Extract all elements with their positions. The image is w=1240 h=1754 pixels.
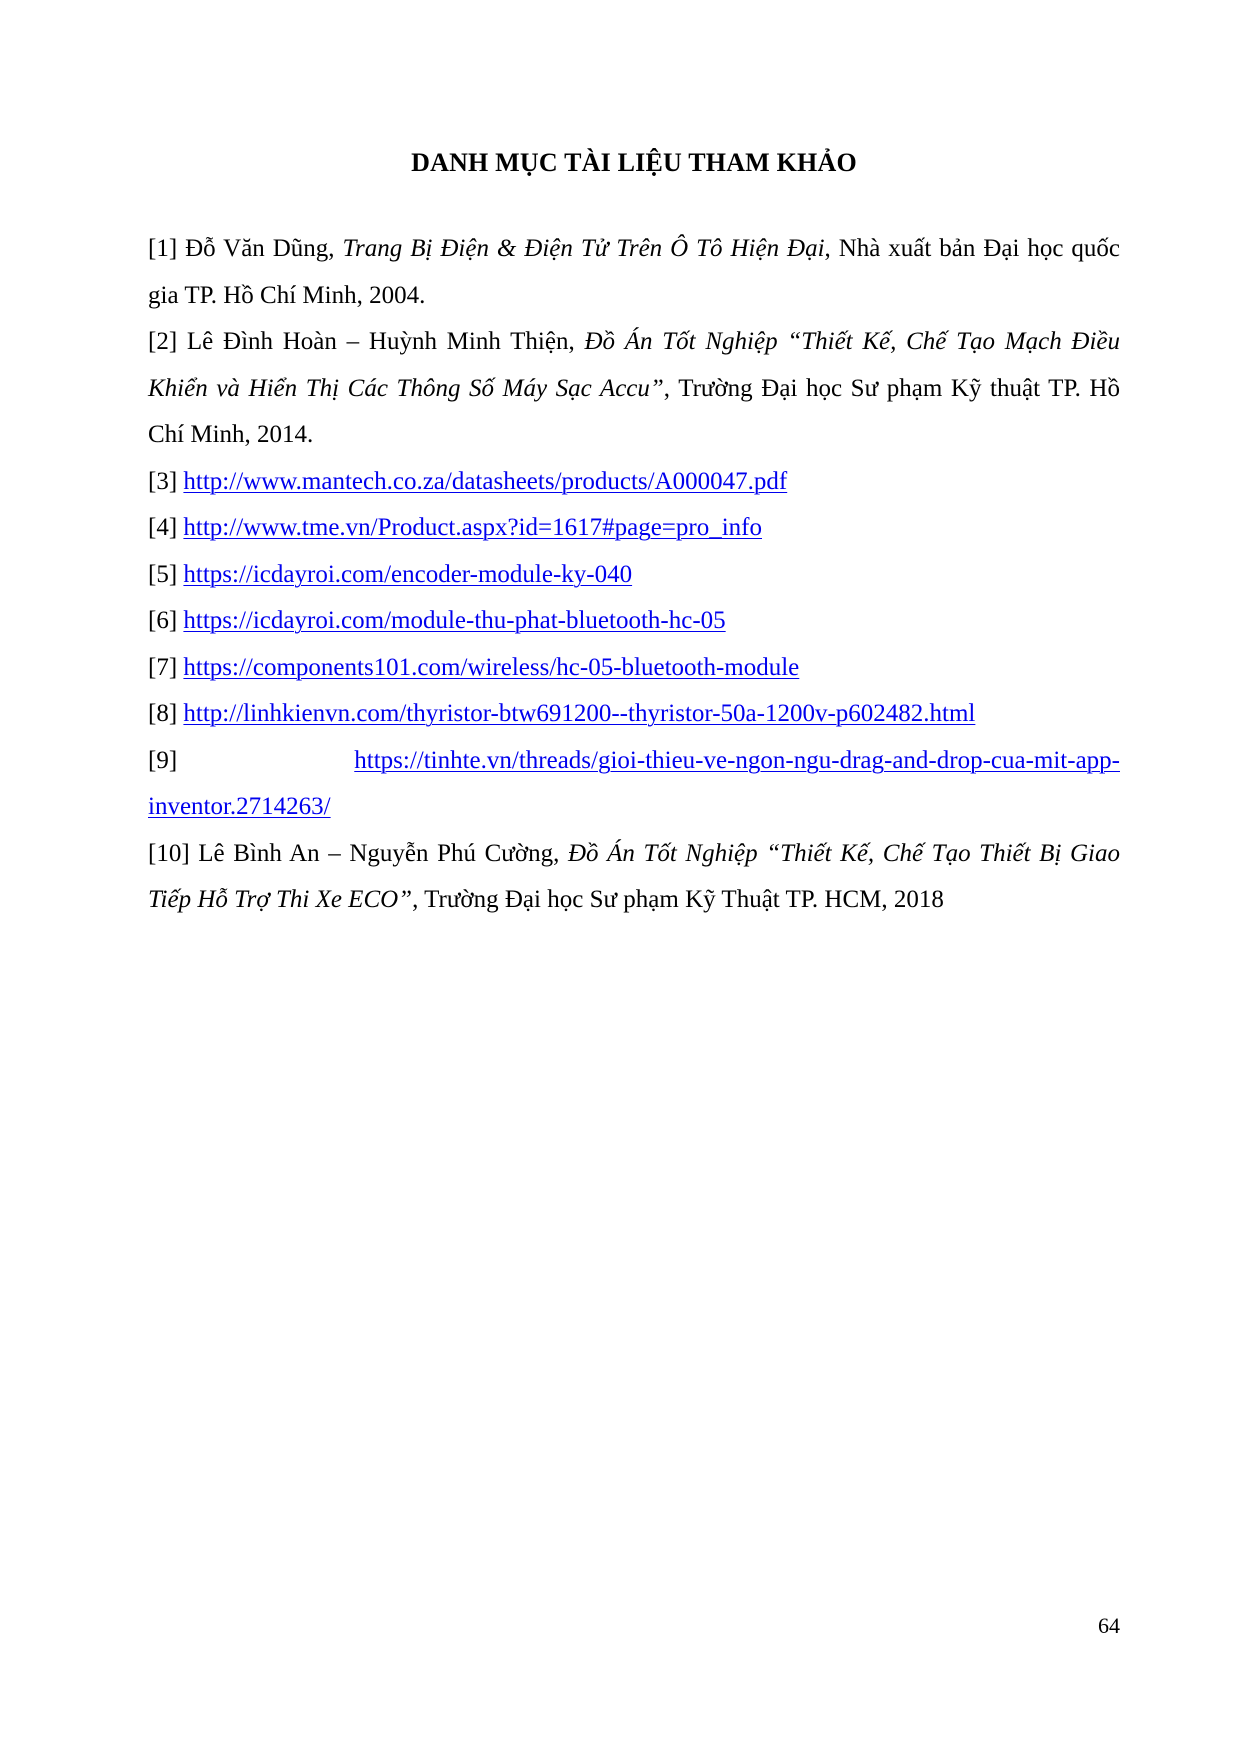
reference-item-4 [148, 505, 1120, 552]
reference-label: [9] [148, 746, 178, 774]
reference-item-10 [148, 831, 1120, 924]
reference-item-7 [148, 645, 1120, 692]
reference-author: Lê Bình An – Nguyễn Phú Cường, [198, 839, 560, 867]
reference-label: [8] [148, 700, 178, 727]
reference-label: [2] [148, 328, 178, 355]
reference-item-1 [148, 226, 1120, 319]
reference-work-title: Trang Bị Điện & Điện Tử Trên Ô Tô Hiện Đại [342, 235, 825, 262]
reference-item-9 [148, 738, 1120, 831]
reference-label: [10] [148, 839, 190, 867]
page-number: 64 [1098, 1613, 1120, 1638]
reference-link[interactable]: http://linhkienvn.com/thyristor-btw691200--thyristor-50a-1200v-p602482.html [183, 700, 976, 727]
reference-item-3 [148, 459, 1120, 506]
reference-link[interactable]: http://www.tme.vn/Product.aspx?id=1617#page=pro_info [183, 514, 762, 541]
reference-item-6 [148, 598, 1120, 645]
reference-author: Đỗ Văn Dũng, [185, 235, 335, 262]
reference-label: [6] [148, 607, 178, 634]
reference-item-5 [148, 552, 1120, 599]
reference-item-2 [148, 319, 1120, 459]
reference-label: [7] [148, 653, 178, 681]
reference-publisher: , Nhà xuất bản Đại học quốc gia TP. Hồ Chí Minh, 2004. [148, 235, 1121, 309]
reference-list [148, 226, 1120, 924]
reference-link[interactable]: https://tinhte.vn/threads/gioi-thieu-ve-ngon-ngu-drag-and-drop-cua-mit-app-inventor.2714263/ [148, 746, 1120, 820]
reference-link[interactable]: https://icdayroi.com/module-thu-phat-bluetooth-hc-05 [183, 607, 726, 634]
reference-item-8 [148, 691, 1120, 738]
reference-publisher: , Trường Đại học Sư phạm Kỹ thuật TP. Hồ Chí Minh, 2014. [148, 374, 1120, 448]
reference-author: Lê Đình Hoàn – Huỳnh Minh Thiện, [186, 328, 575, 355]
reference-label: [4] [148, 514, 178, 541]
reference-link[interactable]: https://components101.com/wireless/hc-05-bluetooth-module [183, 653, 800, 681]
reference-work-title: Đồ Án Tốt Nghiệp “Thiết Kế, Chế Tạo Mạch Điều Khiển và Hiển Thị Các Thông Số Máy Sạc Accu” [148, 328, 1121, 402]
reference-label: [5] [148, 560, 178, 588]
reference-label: [1] [148, 235, 178, 262]
reference-link[interactable]: https://icdayroi.com/encoder-module-ky-040 [183, 560, 633, 588]
page-title: DANH MỤC TÀI LIỆU THAM KHẢO [411, 148, 857, 177]
reference-link[interactable]: http://www.mantech.co.za/datasheets/products/A000047.pdf [183, 467, 788, 495]
reference-publisher: , Trường Đại học Sư phạm Kỹ Thuật TP. HCM, 2018 [412, 886, 944, 913]
reference-work-title: Đồ Án Tốt Nghiệp “Thiết Kế, Chế Tạo Thiết Bị Giao Tiếp Hỗ Trợ Thi Xe ECO” [148, 839, 1120, 913]
reference-label: [3] [148, 467, 178, 495]
